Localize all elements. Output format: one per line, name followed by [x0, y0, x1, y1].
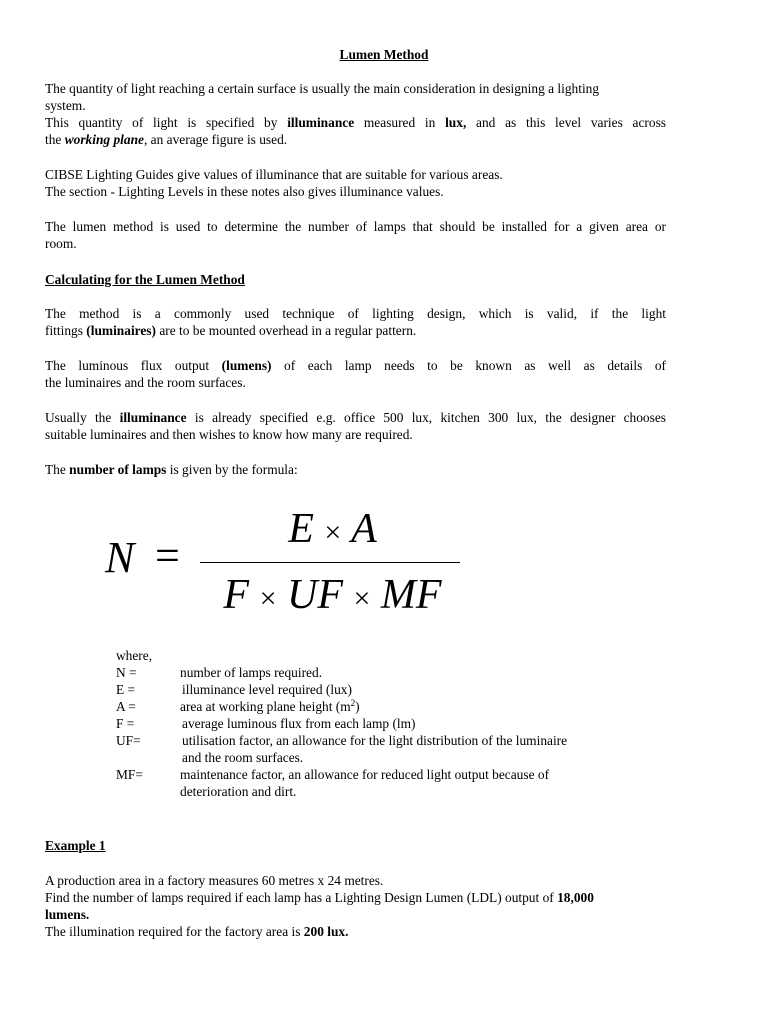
definition-key: A = [116, 699, 136, 714]
text-line [45, 357, 666, 374]
text-line: suitable luminaires and then wishes to know how many are required. [45, 427, 413, 442]
text-line: CIBSE Lighting Guides give values of illuminance that are suitable for various areas. [45, 167, 503, 182]
definition-key: UF= [116, 733, 141, 748]
text-run: area at working plane height (m [180, 699, 351, 714]
text-run: are to be mounted overhead in a regular pattern. [155, 323, 417, 338]
text-line [45, 114, 666, 131]
text-line: room. [45, 236, 77, 251]
definition-value-cont: deterioration and dirt. [180, 784, 297, 799]
intro-paragraph-1 [45, 80, 666, 114]
formula-denominator [200, 570, 465, 624]
definition-key: F = [116, 716, 135, 731]
definition-value-cont: and the room surfaces. [182, 750, 304, 765]
bold-term: 200 lux. [303, 924, 349, 939]
text-line: A production area in a factory measures 60 metres x 24 metres. [45, 873, 384, 888]
bold-term: (luminaires) [86, 323, 156, 338]
text-line [45, 409, 666, 426]
lumen-formula [105, 500, 475, 630]
bold-term: (lumens) [221, 358, 272, 373]
definition-row [116, 681, 676, 698]
definition-continuation [116, 783, 676, 800]
bold-term: illuminance [287, 115, 355, 130]
text-run: , an average figure is used. [143, 132, 288, 147]
text-line [45, 322, 666, 339]
times-symbol: × [353, 582, 371, 615]
text-run: Usually the [45, 410, 120, 425]
text-line: The quantity of light reaching a certain surface is usually the main consideration in designing a lighting [45, 81, 600, 96]
definition-value: number of lamps required. [180, 665, 323, 680]
text-line: The section - Lighting Levels in these notes also gives illuminance values. [45, 184, 444, 199]
definition-value: maintenance factor, an allowance for reduced light output because of [180, 767, 550, 782]
text-run: Find the number of lamps required if each lamp has a Lighting Design Lumen (LDL) output of [45, 890, 558, 905]
formula-numerator [200, 504, 465, 558]
formula-term: A [351, 506, 377, 552]
bold-italic-term: working plane [64, 132, 144, 147]
bold-term: number of lamps [69, 462, 167, 477]
page-title: Lumen Method [339, 47, 429, 62]
bold-term: lux, [445, 115, 467, 130]
calc-paragraph-3 [45, 409, 666, 443]
calc-paragraph-2 [45, 357, 666, 391]
purpose-paragraph [45, 218, 666, 252]
definition-value: illuminance level required (lux) [182, 682, 352, 697]
definition-row [116, 732, 676, 749]
calc-paragraph-1 [45, 305, 666, 339]
fraction-bar [200, 562, 460, 563]
text-line [45, 461, 666, 478]
definition-row [116, 698, 676, 715]
formula-lhs: N [105, 533, 135, 582]
variable-definitions [116, 647, 676, 800]
text-run: and as this level varies across [466, 115, 666, 130]
text-run: The illumination required for the factory area is [45, 924, 304, 939]
text-run: is given by the formula: [166, 462, 298, 477]
definition-row [116, 766, 676, 783]
where-label: where, [116, 648, 153, 663]
text-line: the luminaires and the room surfaces. [45, 375, 246, 390]
text-line [45, 906, 666, 923]
definition-continuation [116, 749, 676, 766]
definition-key: E = [116, 682, 136, 697]
bold-term: illuminance [119, 410, 187, 425]
text-line: system. [45, 98, 86, 113]
section-heading-calculating: Calculating for the Lumen Method [45, 272, 245, 287]
text-run: is already specified e.g. office 500 lux, kitchen 300 lux, the designer chooses [186, 410, 666, 425]
text-run: measured in [354, 115, 446, 130]
section-heading-example: Example 1 [45, 838, 106, 853]
definition-value [180, 698, 360, 715]
example-paragraph [45, 872, 666, 940]
definition-key: MF= [116, 767, 143, 782]
bold-term: lumens. [45, 907, 90, 922]
definition-key: N = [116, 665, 137, 680]
text-line: The method is a commonly used technique of lighting design, which is valid, if the light [45, 306, 666, 321]
formula-term: F [223, 572, 250, 618]
intro-paragraph-2 [45, 114, 666, 148]
definition-row [116, 664, 676, 681]
text-run: the [45, 132, 65, 147]
definition-value: utilisation factor, an allowance for the light distribution of the luminaire [182, 733, 568, 748]
formula-term: E [288, 506, 314, 552]
bold-term: 18,000 [557, 890, 594, 905]
text-run: of each lamp needs to be known as well as details of [271, 358, 666, 373]
text-line: The lumen method is used to determine the number of lamps that should be installed for a given area or [45, 219, 666, 234]
text-run: ) [355, 699, 360, 714]
text-run: The [45, 462, 70, 477]
definition-value: average luminous flux from each lamp (lm) [182, 716, 416, 731]
cibse-paragraph [45, 166, 666, 200]
formula-term: MF [380, 572, 442, 618]
text-line [45, 923, 666, 940]
definition-row [116, 715, 676, 732]
formula-term: UF [287, 572, 343, 618]
text-line [45, 889, 666, 906]
calc-paragraph-4 [45, 461, 666, 478]
text-run: fittings [45, 323, 87, 338]
times-symbol: × [324, 516, 342, 549]
text-run: The luminous flux output [45, 358, 222, 373]
times-symbol: × [259, 582, 277, 615]
text-run: This quantity of light is specified by [45, 115, 288, 130]
formula-equals: = [155, 531, 180, 580]
superscript: 2 [350, 698, 356, 708]
text-line [45, 131, 666, 148]
